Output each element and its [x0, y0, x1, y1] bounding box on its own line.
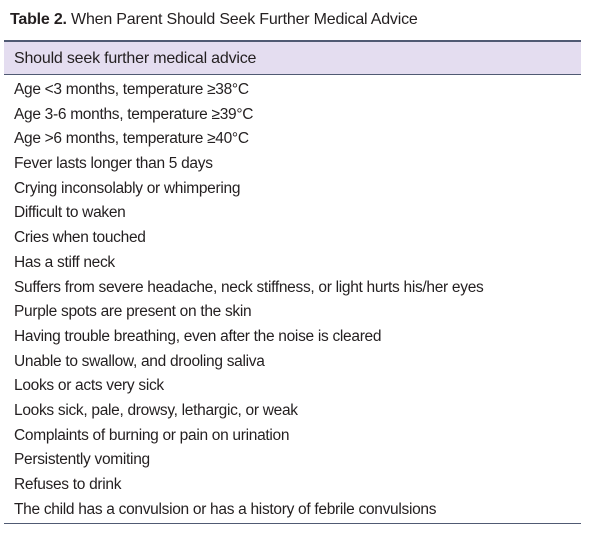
table-caption-label: Table 2.	[10, 11, 67, 28]
table-row: Cries when touched	[14, 229, 146, 247]
table-row: Refuses to drink	[14, 476, 122, 493]
table-row: Looks sick, pale, drowsy, lethargic, or weak	[14, 401, 298, 419]
table-row: Unable to swallow, and drooling saliva	[14, 352, 265, 370]
table-row: The child has a convulsion or has a history of febrile convulsions	[14, 500, 437, 518]
table-row: Has a stiff neck	[14, 253, 115, 271]
table-caption	[10, 10, 418, 30]
table-row: Having trouble breathing, even after the noise is cleared	[14, 327, 382, 345]
table-header	[4, 42, 581, 75]
table-body	[14, 78, 483, 522]
table-row: Persistently vomiting	[14, 451, 150, 469]
table-row: Complaints of burning or pain on urination	[14, 426, 290, 444]
table-row: Looks or acts very sick	[14, 377, 164, 395]
table-row: Suffers from severe headache, neck stiffness, or light hurts his/her eyes	[14, 278, 484, 296]
table-caption-title: When Parent Should Seek Further Medical Advice	[66, 11, 418, 28]
table-row: Age 3-6 months, temperature ≥39°C	[14, 105, 254, 123]
table-row: Age <3 months, temperature ≥38°C	[14, 81, 249, 98]
table-header-label: Should seek further medical advice	[14, 50, 257, 67]
table-row: Difficult to waken	[14, 204, 126, 222]
table-row: Crying inconsolably or whimpering	[14, 179, 241, 197]
table-row: Age >6 months, temperature ≥40°C	[14, 130, 249, 148]
table-row: Fever lasts longer than 5 days	[14, 155, 213, 173]
table-bottom-rule	[4, 523, 581, 524]
table-row: Purple spots are present on the skin	[14, 303, 252, 321]
